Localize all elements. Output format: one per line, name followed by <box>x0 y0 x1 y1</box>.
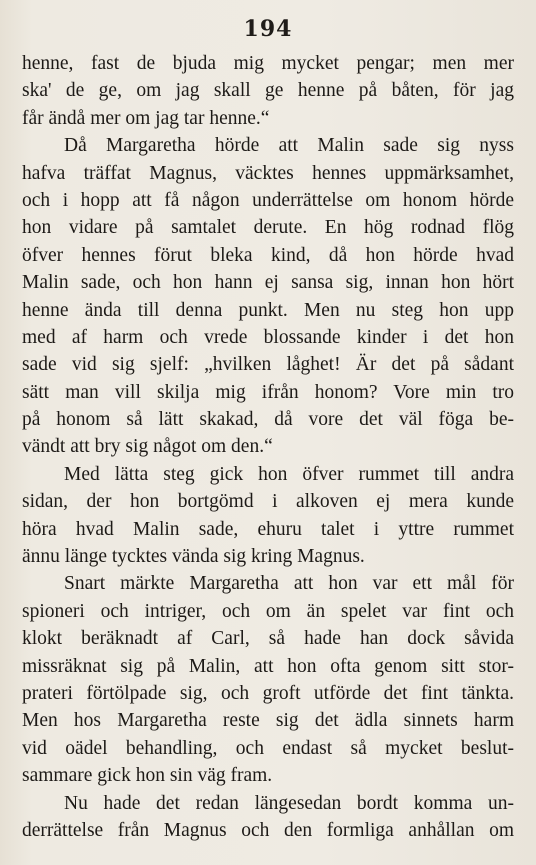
text-line: höra hvad Malin sade, ehuru talet i yttre rummet <box>22 518 514 540</box>
text-line: Snart märkte Margaretha att hon var ett mål för <box>64 573 514 595</box>
text-line: öfver hennes förut bleka kind, då hon hörde hvad <box>22 244 514 266</box>
text-line: sätt man vill skilja mig ifrån honom? Vore min tro <box>22 381 514 403</box>
text-line: ännu länge tycktes vända sig kring Magnus. <box>22 546 365 568</box>
text-line: ska' de ge, om jag skall ge henne på båten, för jag <box>22 80 514 102</box>
page-number: 194 <box>243 16 293 42</box>
text-line: Nu hade det redan längesedan bordt komma un- <box>64 792 514 814</box>
text-line: Med lätta steg gick hon öfver rummet till andra <box>64 463 514 485</box>
text-line: och i hopp att få någon underrättelse om honom hörde <box>22 189 514 211</box>
text-line: Men hos Margaretha reste sig det ädla sinnets harm <box>22 710 514 732</box>
text-line: derrättelse från Magnus och den formliga anhållan om <box>22 819 514 841</box>
text-line: missräknat sig på Malin, att hon ofta genom sitt stor- <box>22 655 514 677</box>
text-line: hon vidare på samtalet derute. En hög rodnad flög <box>22 217 514 239</box>
text-line: hafva träffat Magnus, väcktes hennes uppmärksamhet, <box>22 162 514 184</box>
text-line: Då Margaretha hörde att Malin sade sig nyss <box>64 135 514 157</box>
text-line: vändt att bry sig något om den.“ <box>22 436 273 458</box>
text-line: sidan, der hon bortgömd i alkoven ej mera kunde <box>22 491 514 513</box>
body-text <box>22 50 514 844</box>
text-line: spioneri och intriger, och om än spelet var fint och <box>22 600 514 622</box>
text-line: klokt beräknadt af Carl, så hade han dock såvida <box>22 628 514 650</box>
text-line: sade vid sig sjelf: „hvilken låghet! Är det på sådant <box>22 354 514 376</box>
text-line: får ändå mer om jag tar henne.“ <box>22 107 270 129</box>
text-line: prateri förtölpade sig, och groft utförde det fint tänkta. <box>22 682 514 704</box>
text-line: henne, fast de bjuda mig mycket pengar; men mer <box>22 53 514 74</box>
text-line: sammare gick hon sin väg fram. <box>22 765 273 787</box>
text-line: vid oädel behandling, och endast så mycket beslut- <box>22 737 514 759</box>
text-line: henne ända till denna punkt. Men nu steg hon upp <box>22 299 514 321</box>
text-line: Malin sade, och hon hann ej sansa sig, innan hon hört <box>22 272 514 294</box>
text-line: på honom så lätt skakad, då vore det väl föga be- <box>22 409 514 431</box>
text-line: med af harm och vrede blossande kinder i det hon <box>22 326 514 348</box>
